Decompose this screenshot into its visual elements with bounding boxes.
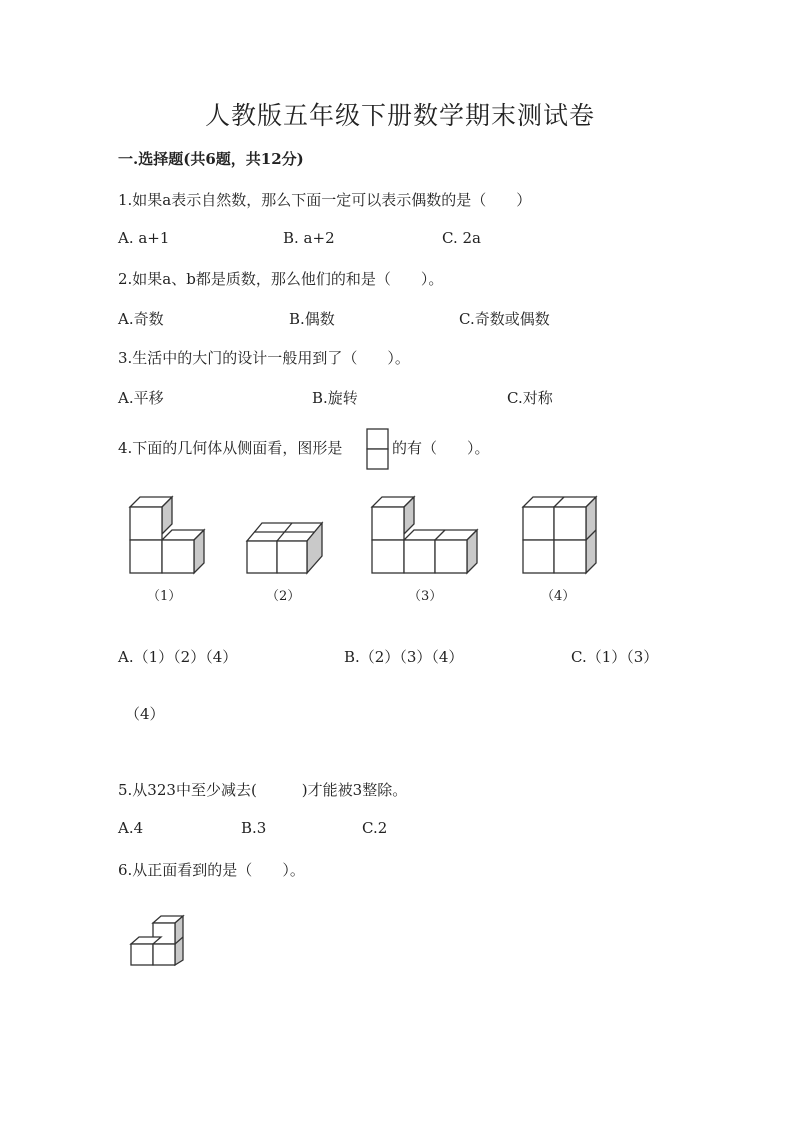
q4-option-a: A.（1）（2）（4）: [118, 648, 238, 666]
question-5: 5.从323中至少减去( )才能被3整除。: [118, 781, 408, 799]
q5-option-b: B.3: [241, 819, 267, 837]
question-4-text-before: 4.下面的几何体从侧面看，图形是: [118, 439, 343, 457]
section-heading: 一.选择题(共6题，共12分): [118, 150, 304, 168]
two-stacked-squares-icon: [366, 428, 390, 472]
page-title: 人教版五年级下册数学期末测试卷: [204, 101, 595, 130]
cube-figure-2: [240, 510, 340, 580]
q2-option-c: C.奇数或偶数: [459, 310, 550, 328]
q2-option-a: A.奇数: [118, 310, 164, 328]
figure-label-1: （1）: [147, 589, 182, 604]
cube-figure-4: [513, 490, 608, 580]
q3-option-c: C.对称: [507, 389, 553, 407]
q5-option-a: A.4: [118, 819, 144, 837]
q1-option-a: A. a+1: [118, 229, 170, 247]
q3-option-a: A.平移: [118, 389, 164, 407]
question-2: 2.如果a、b都是质数，那么他们的和是（ ）。: [118, 270, 444, 288]
figure-label-4: （4）: [541, 589, 576, 604]
q2-option-b: B.偶数: [289, 310, 335, 328]
q4-option-c-wrap: （4）: [125, 705, 165, 723]
cube-figure-1: [120, 490, 215, 580]
question-4-text-after: 的有（ ）。: [392, 439, 490, 457]
question-1: 1.如果a表示自然数，那么下面一定可以表示偶数的是（ ）: [118, 191, 532, 209]
q3-option-b: B.旋转: [312, 389, 358, 407]
q4-option-c: C.（1）（3）: [571, 648, 659, 666]
q1-option-c: C. 2a: [442, 229, 481, 247]
figure-label-3: （3）: [408, 589, 443, 604]
q1-option-b: B. a+2: [283, 229, 335, 247]
q4-option-b: B.（2）（3）（4）: [344, 648, 464, 666]
question-6: 6.从正面看到的是（ ）。: [118, 861, 305, 879]
question-3: 3.生活中的大门的设计一般用到了（ ）。: [118, 349, 410, 367]
q5-option-c: C.2: [362, 819, 388, 837]
figure-label-2: （2）: [266, 589, 301, 604]
cube-figure-3: [362, 490, 487, 580]
cube-figure-6: [128, 912, 190, 968]
